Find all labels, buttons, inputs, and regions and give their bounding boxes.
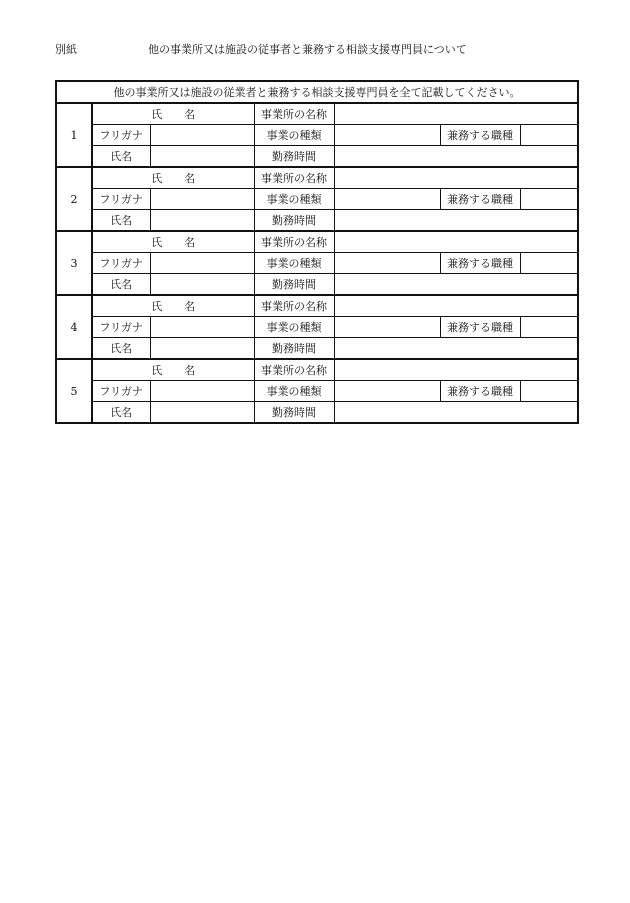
name-label-second: 名	[184, 300, 196, 313]
name-label-second: 名	[184, 172, 196, 185]
staff-form-table	[55, 80, 579, 424]
work-hours-label: 勤務時間	[254, 338, 334, 360]
name-label-first: 氏	[151, 300, 163, 313]
concurrent-job-field[interactable]	[520, 189, 578, 210]
attachment-label: 別紙	[55, 43, 77, 56]
business-type-label: 事業の種類	[254, 125, 334, 146]
furigana-field[interactable]	[150, 381, 254, 402]
office-name-label: 事業所の名称	[254, 359, 334, 381]
work-hours-field[interactable]	[334, 146, 578, 168]
name-field[interactable]	[150, 402, 254, 424]
name-label-second: 名	[184, 236, 196, 249]
concurrent-job-label: 兼務する職種	[440, 189, 520, 210]
office-name-label: 事業所の名称	[254, 167, 334, 189]
furigana-field[interactable]	[150, 253, 254, 274]
business-type-label: 事業の種類	[254, 189, 334, 210]
furigana-label: フリガナ	[92, 253, 150, 274]
office-name-field[interactable]	[334, 167, 578, 189]
concurrent-job-label: 兼務する職種	[440, 125, 520, 146]
work-hours-label: 勤務時間	[254, 210, 334, 232]
business-type-label: 事業の種類	[254, 317, 334, 338]
entry-number: 3	[56, 231, 92, 295]
business-type-field[interactable]	[334, 317, 440, 338]
concurrent-job-field[interactable]	[520, 125, 578, 146]
instruction-text: 他の事業所又は施設の従業者と兼務する相談支援専門員を全て記載してください。	[56, 81, 578, 103]
name-header-cell	[92, 295, 254, 317]
office-name-field[interactable]	[334, 103, 578, 125]
name-label: 氏名	[92, 274, 150, 296]
entry-number: 2	[56, 167, 92, 231]
furigana-field[interactable]	[150, 189, 254, 210]
name-label-first: 氏	[151, 172, 163, 185]
name-label-second: 名	[184, 364, 196, 377]
business-type-field[interactable]	[334, 125, 440, 146]
business-type-label: 事業の種類	[254, 253, 334, 274]
office-name-field[interactable]	[334, 231, 578, 253]
furigana-label: フリガナ	[92, 317, 150, 338]
name-label: 氏名	[92, 146, 150, 168]
name-header-cell	[92, 167, 254, 189]
work-hours-field[interactable]	[334, 338, 578, 360]
name-label-first: 氏	[151, 236, 163, 249]
name-field[interactable]	[150, 274, 254, 296]
name-header-cell	[92, 231, 254, 253]
concurrent-job-label: 兼務する職種	[440, 317, 520, 338]
name-label-first: 氏	[151, 364, 163, 377]
entry-number: 5	[56, 359, 92, 423]
name-field[interactable]	[150, 338, 254, 360]
business-type-field[interactable]	[334, 253, 440, 274]
name-header-cell	[92, 103, 254, 125]
name-label-second: 名	[184, 108, 196, 121]
name-label: 氏名	[92, 210, 150, 232]
entry-number: 1	[56, 103, 92, 167]
concurrent-job-label: 兼務する職種	[440, 381, 520, 402]
work-hours-label: 勤務時間	[254, 402, 334, 424]
furigana-label: フリガナ	[92, 125, 150, 146]
name-label: 氏名	[92, 338, 150, 360]
name-field[interactable]	[150, 210, 254, 232]
concurrent-job-field[interactable]	[520, 317, 578, 338]
office-name-field[interactable]	[334, 295, 578, 317]
work-hours-label: 勤務時間	[254, 146, 334, 168]
name-field[interactable]	[150, 146, 254, 168]
office-name-label: 事業所の名称	[254, 103, 334, 125]
concurrent-job-field[interactable]	[520, 381, 578, 402]
name-header-cell	[92, 359, 254, 381]
furigana-field[interactable]	[150, 317, 254, 338]
office-name-label: 事業所の名称	[254, 295, 334, 317]
office-name-field[interactable]	[334, 359, 578, 381]
entry-number: 4	[56, 295, 92, 359]
concurrent-job-label: 兼務する職種	[440, 253, 520, 274]
name-label: 氏名	[92, 402, 150, 424]
furigana-label: フリガナ	[92, 189, 150, 210]
work-hours-label: 勤務時間	[254, 274, 334, 296]
business-type-field[interactable]	[334, 381, 440, 402]
work-hours-field[interactable]	[334, 402, 578, 424]
work-hours-field[interactable]	[334, 274, 578, 296]
concurrent-job-field[interactable]	[520, 253, 578, 274]
name-label-first: 氏	[151, 108, 163, 121]
furigana-label: フリガナ	[92, 381, 150, 402]
office-name-label: 事業所の名称	[254, 231, 334, 253]
furigana-field[interactable]	[150, 125, 254, 146]
work-hours-field[interactable]	[334, 210, 578, 232]
business-type-label: 事業の種類	[254, 381, 334, 402]
document-title: 他の事業所又は施設の従事者と兼務する相談支援専門員について	[148, 43, 467, 56]
business-type-field[interactable]	[334, 189, 440, 210]
